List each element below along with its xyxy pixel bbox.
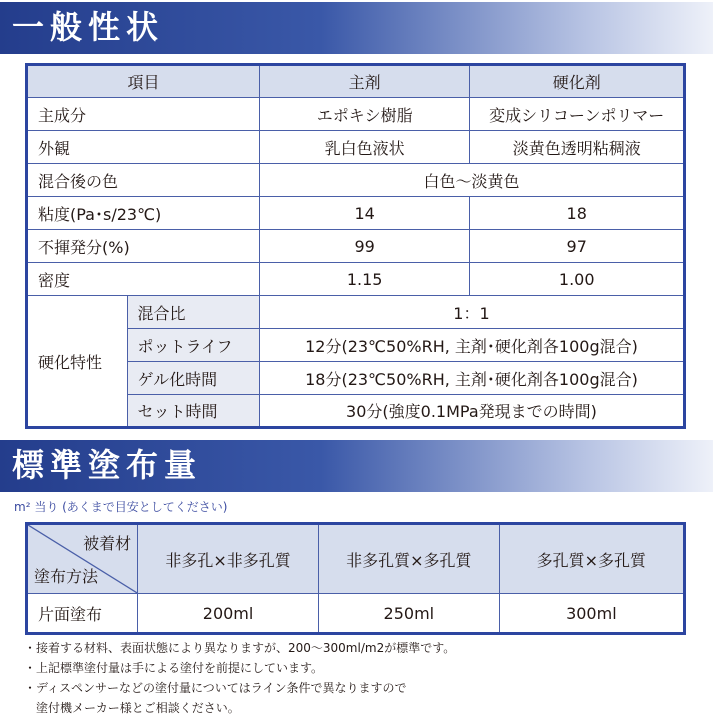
curing-item-label: ポットライフ [127,329,259,362]
notes-list [24,638,455,718]
hardener-value: 1.00 [470,263,685,296]
table-row [27,131,685,164]
note-item: 塗付機メーカー様とご相談ください。 [24,701,240,715]
table-row [27,98,685,131]
column-header: 多孔質×多孔質 [499,524,684,594]
curing-item-label: 混合比 [127,296,259,329]
amount-value: 200ml [138,594,319,634]
table-header-row [27,65,685,98]
table-row [27,296,685,329]
amount-value: 300ml [499,594,684,634]
hardener-value: 97 [470,230,685,263]
table-row [27,263,685,296]
note-item: ・ディスペンサーなどの塗付量についてはライン条件で異なりますので [24,681,407,695]
header-main: 主剤 [259,65,469,98]
row-label: 片面塗布 [27,594,138,634]
hardener-value: 淡黄色透明粘稠液 [470,131,685,164]
hardener-value: 18 [470,197,685,230]
main-value: 14 [259,197,469,230]
main-value: 乳白色液状 [259,131,469,164]
section-title: 標準塗布量 [12,446,203,484]
header-item: 項目 [27,65,260,98]
row-label: 主成分 [27,98,260,131]
table-header-row [27,524,685,594]
table-row [27,594,685,634]
table-row [27,230,685,263]
amount-value: 250ml [318,594,499,634]
main-value: 99 [259,230,469,263]
header-hardener: 硬化剤 [470,65,685,98]
corner-header [27,524,138,594]
curing-group-label: 硬化特性 [27,296,128,428]
curing-item-value: 1：1 [259,296,684,329]
row-label: 粘度(Pa･s/23℃) [27,197,260,230]
table-row [27,164,685,197]
section-banner-general-properties [0,2,713,54]
column-header: 非多孔質×多孔質 [318,524,499,594]
curing-item-value: 18分(23℃50%RH, 主剤･硬化剤各100g混合) [259,362,684,395]
row-label: 密度 [27,263,260,296]
corner-bottom-label: 塗布方法 [34,567,99,586]
row-label: 不揮発分(%) [27,230,260,263]
general-properties-table [25,63,686,429]
curing-item-label: ゲル化時間 [127,362,259,395]
hardener-value: 変成シリコーンポリマー [470,98,685,131]
merged-value: 白色～淡黄色 [259,164,684,197]
unit-note: m² 当り (あくまで目安としてください) [14,500,228,514]
main-value: 1.15 [259,263,469,296]
table-row [27,197,685,230]
curing-item-value: 30分(強度0.1MPa発現までの時間) [259,395,684,428]
coating-amount-table [25,522,686,635]
main-value: エポキシ樹脂 [259,98,469,131]
row-label: 混合後の色 [27,164,260,197]
note-item: ・接着する材料、表面状態により異なりますが、200～300ml/m2が標準です。 [24,641,456,655]
curing-item-label: セット時間 [127,395,259,428]
corner-top-label: 被着材 [83,534,132,553]
note-item: ・上記標準塗付量は手による塗付を前提にしています。 [24,661,324,675]
column-header: 非多孔×非多孔質 [138,524,319,594]
curing-item-value: 12分(23℃50%RH, 主剤･硬化剤各100g混合) [259,329,684,362]
row-label: 外観 [27,131,260,164]
section-title: 一般性状 [12,8,165,46]
section-banner-coating-amount [0,440,713,492]
